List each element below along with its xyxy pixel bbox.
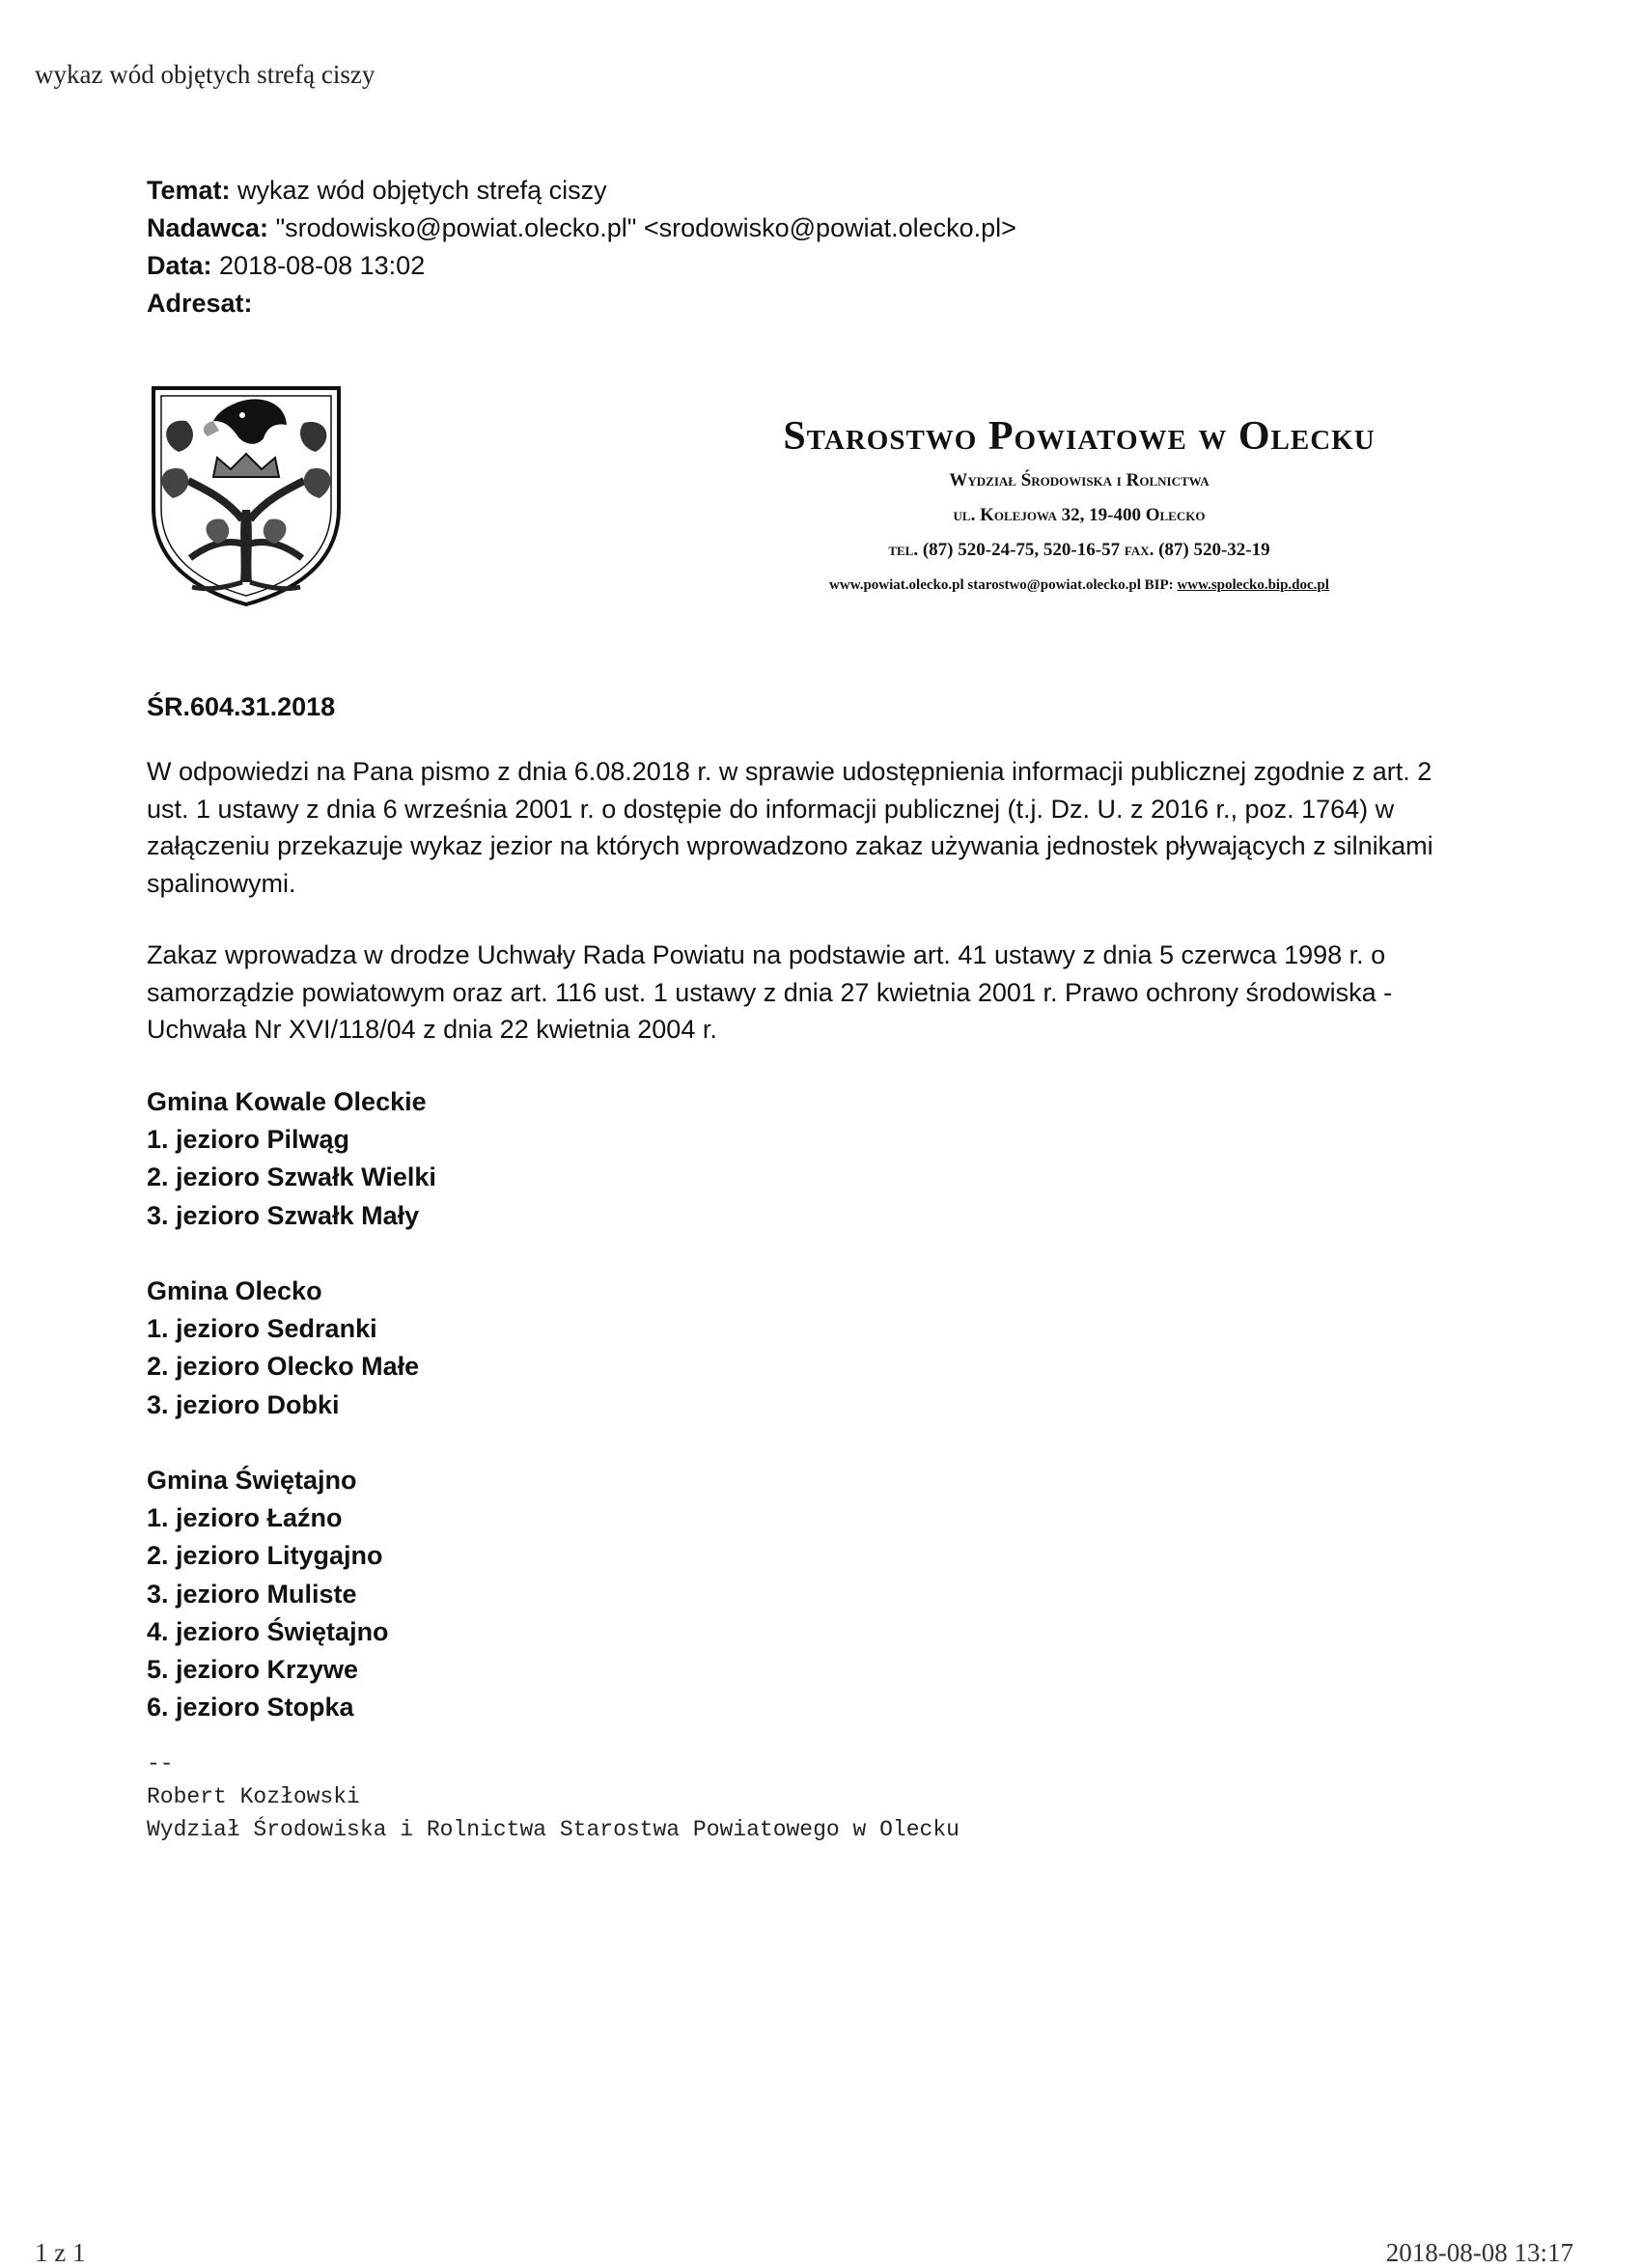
- list-item: 4. jezioro Świętajno: [147, 1616, 389, 1646]
- footer-page-number: 1 z 1: [35, 2238, 86, 2267]
- list-item: 5. jezioro Krzywe: [147, 1655, 359, 1685]
- gmina-heading: Gmina Kowale Oleckie: [147, 1087, 427, 1116]
- gmina-heading: Gmina Świętajno: [147, 1466, 357, 1495]
- letterhead-title: Starostwo Powiatowe w Olecku: [783, 414, 1376, 459]
- date-label: Data:: [147, 251, 212, 280]
- list-item: 1. jezioro Łaźno: [147, 1503, 343, 1533]
- list-item: 6. jezioro Stopka: [147, 1693, 354, 1722]
- sender-value: "srodowisko@powiat.olecko.pl" <srodowisko@powiat.olecko.pl>: [275, 213, 1016, 242]
- list-item: 3. jezioro Dobki: [147, 1389, 340, 1419]
- letterhead-web: www.powiat.olecko.pl starostwo@powiat.olecko.pl BIP:: [829, 577, 1174, 593]
- gmina-olecko: [147, 1273, 419, 1424]
- body-paragraph-1: W odpowiedzi na Pana pismo z dnia 6.08.2018 r. w sprawie udostępnienia informacji publicznej zgodnie z art. 2 ust. 1 ustawy z dnia 6 września 2001 r. o dostępie do informacji publicznej (t.j. Dz. U. z 2016 r., poz. 1764) w załączeniu przekazuje wykaz jezior na których wprowadzono zakaz używania jednostek pływających z silnikami spalinowymi.: [147, 757, 1433, 898]
- list-item: 3. jezioro Muliste: [147, 1579, 357, 1609]
- gmina-heading: Gmina Olecko: [147, 1276, 322, 1305]
- date-value: 2018-08-08 13:02: [219, 251, 426, 280]
- list-item: 3. jezioro Szwałk Mały: [147, 1200, 420, 1230]
- signature-department: Wydział Środowiska i Rolnictwa Starostwa Powiatowego w Olecku: [147, 1817, 960, 1842]
- email-recipient-row: [147, 285, 1016, 322]
- page-header: wykaz wód objętych strefą ciszy: [35, 60, 375, 89]
- letterhead-department: Wydział Środowiska i Rolnictwa: [949, 470, 1210, 490]
- gmina-swietajno: [147, 1462, 389, 1726]
- recipient-label: Adresat:: [147, 289, 253, 318]
- list-item: 1. jezioro Sedranki: [147, 1314, 377, 1344]
- subject-label: Temat:: [147, 176, 231, 205]
- list-item: 1. jezioro Pilwąg: [147, 1125, 350, 1155]
- list-item: 2. jezioro Litygajno: [147, 1541, 383, 1571]
- body-paragraph-2: Zakaz wprowadza w drodze Uchwały Rada Powiatu na podstawie art. 41 ustawy z dnia 5 czerwca 1998 r. o samorządzie powiatowym oraz art. 116 ust. 1 ustawy z dnia 27 kwietnia 2001 r. Prawo ochrony środowiska - Uchwała Nr XVI/118/04 z dnia 22 kwietnia 2004 r.: [147, 940, 1393, 1045]
- letterhead-address: ul. Kolejowa 32, 19-400 Olecko: [953, 505, 1206, 525]
- gmina-kowale-oleckie: [147, 1083, 436, 1235]
- lake-list: [147, 1499, 389, 1726]
- email-date-row: [147, 247, 1016, 285]
- email-metadata: [147, 172, 1016, 322]
- coat-of-arms-icon: [150, 384, 343, 608]
- email-signature: [147, 1748, 960, 1846]
- sender-label: Nadawca:: [147, 213, 269, 242]
- email-subject-row: [147, 172, 1016, 210]
- letterhead-contacts: [714, 568, 1444, 602]
- signature-separator: --: [147, 1751, 174, 1777]
- signature-name: Robert Kozłowski: [147, 1784, 360, 1809]
- letterhead: [714, 409, 1444, 602]
- footer-timestamp: 2018-08-08 13:17: [1385, 2238, 1573, 2267]
- subject-value: wykaz wód objętych strefą ciszy: [237, 176, 607, 205]
- list-item: 2. jezioro Olecko Małe: [147, 1352, 420, 1382]
- list-item: 2. jezioro Szwałk Wielki: [147, 1162, 436, 1192]
- reference-number: ŚR.604.31.2018: [147, 692, 336, 721]
- letterhead-bip-link[interactable]: www.spolecko.bip.doc.pl: [1177, 577, 1329, 593]
- lake-list: [147, 1310, 419, 1424]
- letterhead-phone: tel. (87) 520-24-75, 520-16-57 fax. (87) 520-32-19: [888, 540, 1270, 560]
- email-sender-row: [147, 210, 1016, 247]
- lake-list: [147, 1121, 436, 1235]
